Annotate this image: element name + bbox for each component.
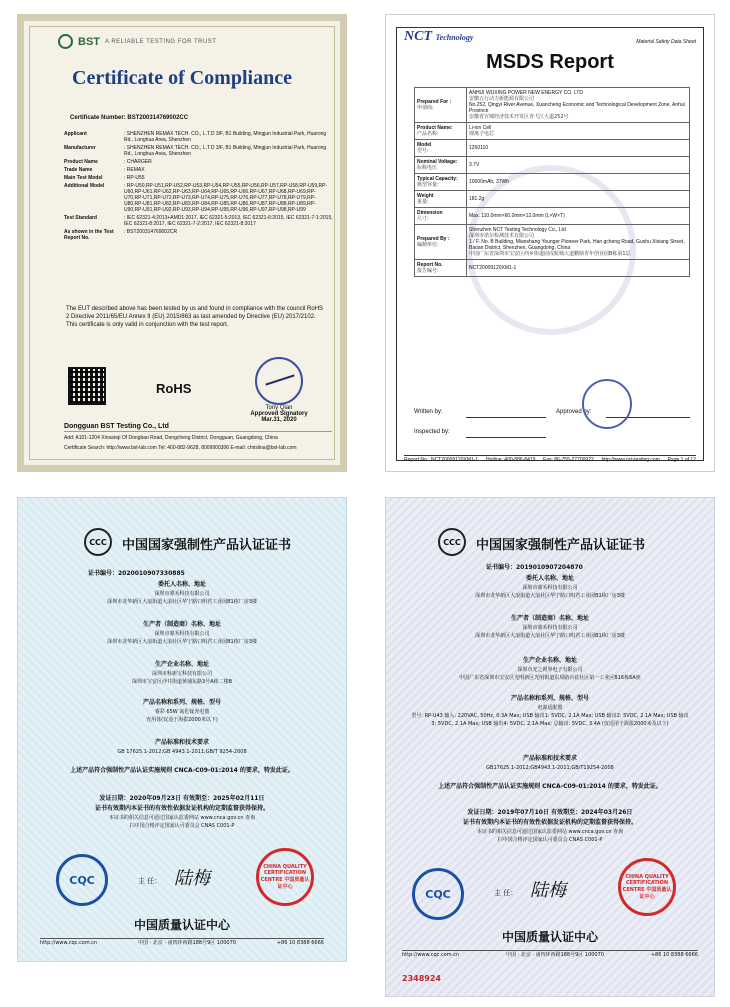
red-seal-icon: CHINA QUALITY CERTIFICATION CENTRE 中国质量认证中心 bbox=[256, 848, 314, 906]
report-key bbox=[415, 225, 467, 260]
report-value: ANHUI WUXING POWER NEW ENERGY CO. LTD bbox=[469, 90, 583, 96]
conformity-text: 上述产品符合强制性产品认证实施规则 CNCA-C09-01:2014 的要求，特发此证。 bbox=[438, 783, 662, 790]
product-heading: 产品名称和系列、规格、型号 bbox=[142, 699, 221, 706]
product-name: 电源适配器 bbox=[537, 705, 563, 711]
report-row bbox=[415, 208, 690, 225]
factory-heading: 生产企业名称、地址 bbox=[154, 661, 209, 668]
manufacturer-address: 深圳市龙华新区大浪街道大浪社区华宁路口明君工业园B1栋厂房3楼 bbox=[107, 639, 257, 645]
certificate-number-value: BST200314769002CC bbox=[127, 115, 189, 121]
factory-block bbox=[18, 660, 346, 686]
director-label: 主 任： bbox=[494, 889, 518, 897]
field-row bbox=[64, 183, 334, 213]
cnas-note: 扫中国合格评定国家认可委员会 CNAS C001-P bbox=[129, 823, 235, 829]
bst-header bbox=[58, 34, 216, 49]
report-row bbox=[415, 191, 690, 208]
report-key-en: Report No. bbox=[417, 262, 443, 268]
report-row bbox=[415, 140, 690, 157]
director-signature: 陆梅 bbox=[174, 868, 210, 889]
factory-address: 深圳市宝安区沙井街道黄埔东路3号A栋二楼B bbox=[131, 679, 233, 685]
manufacturer-name: 深圳市睿禾科技有限公司 bbox=[522, 625, 578, 631]
field-key: Product Name bbox=[64, 159, 98, 165]
report-table bbox=[414, 87, 690, 277]
report-key bbox=[415, 157, 467, 174]
report-key-en: Weight bbox=[417, 193, 434, 199]
signatory-role: Approved Signatory bbox=[250, 411, 308, 417]
report-value bbox=[467, 225, 690, 260]
applicant-address: 深圳市龙华新区大浪街道大浪社区华宁路口明君工业园B1栋厂房3楼 bbox=[475, 593, 625, 599]
report-row bbox=[415, 225, 690, 260]
field-value: : SHENZHEN REMAX TECH. CO., L.T.D 3/F, B1 Building, Mingjun Industrial Park, Huarong Rd., Longhua Area, Shenzhen bbox=[124, 145, 327, 157]
conformity-statement bbox=[386, 782, 714, 792]
signature-line bbox=[466, 437, 546, 438]
sign-date: Mar.31, 2020 bbox=[261, 417, 297, 423]
query-note: 本证书的相关信息可通过国家认监委网站 www.cnca.gov.cn 查询 bbox=[476, 829, 624, 835]
applicant-block bbox=[386, 574, 714, 600]
report-value: 3.7V bbox=[469, 162, 480, 168]
footer-url: http://www.nct-testing.com bbox=[601, 457, 660, 463]
manufacturer-address: 深圳市龙华新区大浪街道大浪社区华宁路口明君工业园B1栋厂房3楼 bbox=[475, 633, 625, 639]
standard-list: GB 17625.1-2012;GB 4943.1-2011;GB/T 9254-2008 bbox=[117, 749, 247, 755]
rohs-mark: RoHS bbox=[156, 381, 192, 396]
field-value: : REMAX bbox=[124, 167, 145, 173]
manufacturer-name: 深圳市睿禾科技有限公司 bbox=[154, 631, 210, 637]
certificate-search: Certificate Search: http://www.bst-lab.com Tel: 400-882-9628, 8009900306 E-mail: chrislina@bst-lab.com bbox=[64, 445, 297, 451]
ccc-mark-icon: CCC bbox=[84, 528, 112, 556]
footer-tel: +86 10 8388 6666 bbox=[276, 940, 324, 946]
certificate-number: 证书编号：2020010907330885 bbox=[88, 570, 185, 577]
applicant-name: 深圳市睿禾科技有限公司 bbox=[154, 591, 210, 597]
standard-block bbox=[18, 738, 346, 756]
report-key-en: Product Name: bbox=[417, 125, 453, 131]
footer-address: 中国 · 北京 · 南四环西路188号9区 100070 bbox=[506, 952, 604, 958]
certificate-fields bbox=[64, 131, 334, 243]
written-by-label: Written by: bbox=[414, 409, 443, 415]
report-key-en: Prepared By : bbox=[417, 236, 450, 242]
field-key: Trade Name bbox=[64, 167, 93, 173]
ccc-certificate-2 bbox=[385, 497, 715, 997]
issue-expiry-dates: 发证日期：2019年07月10日 有效期至：2024年03月26日 bbox=[467, 809, 633, 816]
divider bbox=[64, 431, 332, 432]
conformity-statement bbox=[18, 766, 346, 776]
dates-block bbox=[18, 794, 346, 830]
certificate-number-label: Certificate Number: bbox=[70, 115, 126, 121]
report-value: 10000mAh, 37Wh bbox=[469, 179, 510, 185]
report-key-cn: 标称电压 bbox=[417, 165, 438, 171]
report-value: 1260110 bbox=[469, 145, 489, 151]
report-key-en: Prepared For : bbox=[417, 99, 452, 105]
report-key-cn: 申请商: bbox=[417, 105, 434, 111]
manufacturer-heading: 生产者（制造商）名称、地址 bbox=[510, 615, 589, 622]
field-row bbox=[64, 229, 334, 241]
report-key bbox=[415, 191, 467, 208]
report-extra: No.252, Qingyi River Avenue, Xuancheng Economic and Technological Development Zone, Anhui Province bbox=[469, 102, 685, 114]
applicant-heading: 委托人名称、地址 bbox=[525, 575, 574, 582]
report-value bbox=[467, 174, 690, 191]
field-key: Applicant bbox=[64, 131, 87, 137]
field-row bbox=[64, 175, 334, 181]
product-name: 睿彩 65W 氮化镓充电器 bbox=[154, 709, 210, 715]
footer-url: http://www.cqc.com.cn bbox=[40, 940, 98, 946]
lab-address: Add: A101-1204 Xinsanqi Of Dongbao Road, Dongcheng District, Dongguan, Guangdong, China bbox=[64, 435, 278, 441]
signatory-block bbox=[234, 357, 324, 423]
certificate-number bbox=[70, 115, 188, 121]
standard-heading: 产品标准和技术要求 bbox=[154, 739, 209, 746]
msds-label: Material Safety Data Sheet bbox=[636, 39, 696, 45]
certificate-number: 证书编号：2019010907204870 bbox=[486, 564, 583, 571]
product-block bbox=[18, 698, 346, 724]
ccc-certificate-1 bbox=[17, 497, 347, 962]
report-key bbox=[415, 88, 467, 123]
report-value bbox=[467, 123, 690, 140]
product-spec: 型号: RP-U43 输入: 220VAC, 50Hz, 0.3A Max; USB 输出1: 5VDC, 2.1A Max; USB 输出2: 5VDC, 2.1A Max; USB 输出3: 5VDC, 2.1A Max; USB 输出4: 5VDC, 2.1A Max; 总输出: 5VDC, 3.4A (仅适用于海拔2000米及以下) bbox=[411, 713, 689, 727]
director-label: 主 任： bbox=[138, 877, 162, 885]
field-key: Main Test Model bbox=[64, 175, 103, 181]
report-value bbox=[467, 157, 690, 174]
report-key-cn: 重量: bbox=[417, 199, 429, 205]
conformity-text: 上述产品符合强制性产品认证实施规则 CNCA-C09-01:2014 的要求，特发此证。 bbox=[70, 767, 294, 774]
report-key-en: Nominal Voltage: bbox=[417, 159, 458, 165]
report-extra: 1 / F. No. B Building, Mianshang Younger Pioneer Park, Han gcheng Road, Gushu Xixiang Street, Baoan District, Shenzhen, Guangdong, China bbox=[469, 239, 685, 251]
report-key bbox=[415, 140, 467, 157]
cqc-logo-icon: CQC bbox=[56, 854, 108, 906]
report-key-cn: 编制单位: bbox=[417, 242, 439, 248]
factory-block bbox=[386, 656, 714, 682]
report-key bbox=[415, 174, 467, 191]
qr-code-icon bbox=[68, 367, 106, 405]
field-value: : RP-U55 bbox=[124, 175, 145, 181]
factory-name: 深圳市光之视界电子有限公司 bbox=[517, 667, 583, 673]
standard-block bbox=[386, 754, 714, 772]
report-value: Max. 110.0mm×60.0mm×12.0mm (L×W×T) bbox=[469, 213, 565, 219]
report-key bbox=[415, 208, 467, 225]
signatory-name: Tony Qian bbox=[265, 405, 293, 411]
field-key: Manufacturer bbox=[64, 145, 96, 151]
lab-name: Dongguan BST Testing Co., Ltd bbox=[64, 423, 169, 430]
nct-logo-text: NCT bbox=[404, 29, 432, 44]
report-key-en: Model bbox=[417, 142, 432, 148]
nct-seal-icon bbox=[582, 379, 632, 429]
applicant-block bbox=[18, 580, 346, 606]
standard-list: GB17625.1-2012;GB4943.1-2011;GB/T19254-2008 bbox=[486, 765, 614, 771]
footer-report-no: Report No.: NCT20009120XM1-1 bbox=[404, 457, 479, 463]
report-value bbox=[467, 208, 690, 225]
certificate-title: Certificate of Compliance bbox=[72, 67, 292, 89]
nct-logo-sub: Technology bbox=[435, 33, 474, 42]
signature-line bbox=[466, 417, 546, 418]
certificate-footer bbox=[40, 938, 324, 947]
field-key: Test Standard bbox=[64, 215, 97, 221]
manufacturer-block bbox=[386, 614, 714, 640]
report-key-cn: 产品名称: bbox=[417, 131, 439, 137]
field-value: : BST200314769002CR bbox=[124, 229, 178, 235]
report-value-cn: 深圳市诺尔检测技术有限公司 bbox=[469, 233, 535, 239]
report-value-cn: 安徽五行动力新能源有限公司 bbox=[469, 96, 535, 102]
footer-tel: +86 10 8388 6666 bbox=[650, 952, 698, 958]
bst-logo-text: BST bbox=[78, 35, 100, 48]
report-key-en: Typical Capacity: bbox=[417, 176, 458, 182]
report-extra-cn: 中国广东省深圳市宝安区西乡街道固戍航城大道鹏鼎青年创业园B栋第1层 bbox=[469, 251, 631, 257]
product-spec: 充用体(仅适于海拔2000米以下) bbox=[146, 717, 218, 723]
field-row bbox=[64, 131, 334, 143]
bst-logo-icon bbox=[58, 34, 73, 49]
field-row bbox=[64, 145, 334, 157]
approved-by-label: Approved by: bbox=[556, 409, 592, 415]
query-note: 本证书的相关信息可通过国家认监委网站 www.cnca.gov.cn 查询 bbox=[108, 815, 256, 821]
dates-block bbox=[386, 808, 714, 844]
report-key bbox=[415, 260, 467, 277]
field-key: Additional Model bbox=[64, 183, 105, 189]
report-row bbox=[415, 157, 690, 174]
applicant-name: 深圳市睿禾科技有限公司 bbox=[522, 585, 578, 591]
compliance-statement: The EUT described above has been tested by us and found in compliance with the council RoHS 2 Directive 2011/65/EU Annex II (EU) 2015/863 as last amended by Directive (EU) 2017/2102. This certificate is only valid in conjunction with the test report. bbox=[66, 306, 324, 328]
report-extra-cn: 安徽省宣城经济技术开发区青弋江大道252号 bbox=[469, 114, 569, 120]
report-value: Li-ion Cell bbox=[469, 125, 492, 131]
nct-logo bbox=[404, 29, 473, 45]
report-key-cn: 型号: bbox=[417, 148, 429, 154]
factory-name: 深圳市科新宝科技有限公司 bbox=[151, 671, 212, 677]
certificate-title: 中国国家强制性产品认证证书 bbox=[122, 538, 292, 553]
report-value: Shenzhen NCT Testing Technology Co., Ltd bbox=[469, 227, 566, 233]
report-value bbox=[467, 191, 690, 208]
field-value: : RP-U50,RP-U51,RP-U52,RP-U53,RP-U54,RP-U55,RP-U56,RP-U57,RP-U58,RP-U59,RP-U60,RP-U61,RP-U62,RP-U63,RP-U64,RP-U65,RP-U66,RP-U67,RP-U68,RP-U69,RP-U70,RP-U71,RP-U72,RP-U73,RP-U74,RP-U75,RP-U76,RP-U77,RP-U78,RP-U79,RP-U80,RP-U81,RP-U82,RP-U83,RP-U84,RP-U85,RP-U86,RP-U87,RP-U88,RP-U89,RP-U90,RP-U91,RP-U92,RP-U93,RP-U94,RP-U95,RP-U96,RP-U97,RP-U98,RP-U99 bbox=[124, 183, 328, 213]
inspected-by-label: Inspected by: bbox=[414, 429, 450, 435]
validity-note: 证书有效期内本证书的有效性依据发证机构的定期监督获得保持。 bbox=[94, 805, 269, 812]
field-row bbox=[64, 167, 334, 173]
validity-note: 证书有效期内本证书的有效性依据发证机构的定期监督获得保持。 bbox=[462, 819, 637, 826]
applicant-heading: 委托人名称、地址 bbox=[157, 581, 206, 588]
cqc-logo-icon: CQC bbox=[412, 868, 464, 920]
report-row bbox=[415, 88, 690, 123]
bst-tagline: A RELIABLE TESTING FOR TRUST bbox=[105, 38, 217, 45]
red-seal-icon: CHINA QUALITY CERTIFICATION CENTRE 中国质量认证中心 bbox=[618, 858, 676, 916]
product-heading: 产品名称和系列、规格、型号 bbox=[510, 695, 589, 702]
factory-heading: 生产企业名称、地址 bbox=[522, 657, 577, 664]
report-row bbox=[415, 123, 690, 140]
report-value bbox=[467, 140, 690, 157]
certificate-serial: 2348924 bbox=[402, 974, 441, 983]
report-key-cn: 尺寸: bbox=[417, 216, 429, 222]
footer-page: Page 1 of 12 bbox=[667, 457, 696, 463]
report-key bbox=[415, 123, 467, 140]
nct-msds-report bbox=[385, 14, 715, 472]
report-row bbox=[415, 260, 690, 277]
applicant-address: 深圳市龙华新区大浪街道大浪社区华宁路口明君工业园B1栋厂房3楼 bbox=[107, 599, 257, 605]
field-row bbox=[64, 215, 334, 227]
report-value: 181.2g bbox=[469, 196, 485, 202]
footer-url: http://www.cqc.com.cn bbox=[402, 952, 460, 958]
issue-expiry-dates: 发证日期：2020年09月23日 有效期至：2025年02月11日 bbox=[99, 795, 265, 802]
bst-certificate bbox=[17, 14, 347, 472]
field-row bbox=[64, 159, 334, 165]
manufacturer-block bbox=[18, 620, 346, 646]
bst-seal-icon bbox=[255, 357, 303, 405]
report-footer bbox=[404, 455, 696, 464]
field-value: : CHARGER bbox=[124, 159, 152, 165]
manufacturer-heading: 生产者（制造商）名称、地址 bbox=[142, 621, 221, 628]
standard-heading: 产品标准和技术要求 bbox=[522, 755, 577, 762]
cnas-note: 扫中国合格评定国家认可委员会 CNAS C001-P bbox=[497, 837, 603, 843]
ccc-mark-icon: CCC bbox=[438, 528, 466, 556]
factory-address: 中国广东省深圳市宝安区光明新区光明街道东周路百花社区第一工业区B16栋6A座 bbox=[459, 675, 641, 681]
director-signature: 陆梅 bbox=[530, 880, 566, 901]
issuing-organization: 中国质量认证中心 bbox=[133, 918, 230, 932]
footer-hotline: Hotline: 400-886-8419 bbox=[485, 457, 536, 463]
product-block bbox=[386, 694, 714, 728]
report-row bbox=[415, 174, 690, 191]
report-title: MSDS Report bbox=[486, 51, 614, 73]
certificate-title: 中国国家强制性产品认证证书 bbox=[476, 538, 646, 553]
report-key-cn: 报告编号: bbox=[417, 268, 439, 274]
footer-address: 中国 · 北京 · 南四环西路188号9区 100070 bbox=[138, 940, 236, 946]
report-value: NCT20009120XM1-1 bbox=[469, 265, 517, 271]
report-key-cn: 典型容量: bbox=[417, 182, 439, 188]
report-value-cn: 锂离子电芯 bbox=[469, 131, 495, 137]
field-key: As shown in the Test Report No. bbox=[64, 229, 114, 241]
report-key-en: Dimension bbox=[417, 210, 443, 216]
report-value bbox=[467, 88, 690, 123]
issuing-organization: 中国质量认证中心 bbox=[501, 930, 598, 944]
field-value: : IEC 62321-4:2013+AMD1:2017, IEC 62321-5:2013, IEC 62321-6:2015, IEC 62321-7-1:2015, IEC 62321-8:2017, IEC 62321-7-2:2017, IEC 62321-8:2017 bbox=[124, 215, 333, 227]
certificate-footer bbox=[402, 950, 698, 959]
footer-fax: Fax: 86-755-27700922 bbox=[543, 457, 594, 463]
report-value bbox=[467, 260, 690, 277]
field-value: : SHENZHEN REMAX TECH. CO., L.T.D 3/F, B1 Building, Mingjun Industrial Park, Huarong Rd., Longhua Area, Shenzhen bbox=[124, 131, 327, 143]
